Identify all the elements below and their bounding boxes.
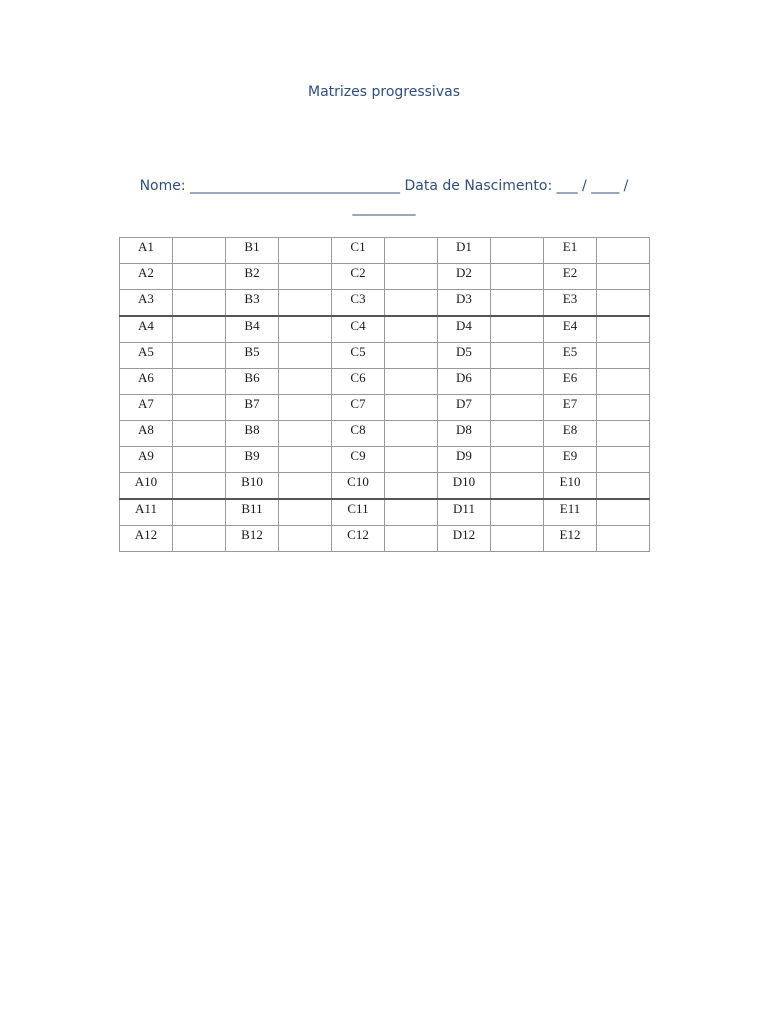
answer-cell[interactable]	[597, 290, 650, 317]
answer-cell[interactable]	[173, 499, 226, 526]
answer-cell[interactable]	[173, 526, 226, 552]
table-row	[120, 395, 650, 421]
name-blank[interactable]: ______________________________	[190, 178, 401, 194]
answer-cell[interactable]	[597, 526, 650, 552]
item-label: B4	[226, 316, 279, 343]
item-label: E3	[544, 290, 597, 317]
item-label: A4	[120, 316, 173, 343]
answer-cell[interactable]	[597, 395, 650, 421]
answer-cell[interactable]	[279, 343, 332, 369]
answer-cell[interactable]	[279, 316, 332, 343]
item-label: C8	[332, 421, 385, 447]
answer-cell[interactable]	[279, 290, 332, 317]
item-label: D6	[438, 369, 491, 395]
answer-cell[interactable]	[597, 369, 650, 395]
answer-cell[interactable]	[173, 473, 226, 500]
answer-cell[interactable]	[385, 526, 438, 552]
item-label: C11	[332, 499, 385, 526]
answer-cell[interactable]	[279, 264, 332, 290]
item-label: E11	[544, 499, 597, 526]
item-label: B12	[226, 526, 279, 552]
answer-grid	[119, 237, 650, 552]
answer-cell[interactable]	[491, 473, 544, 500]
answer-cell[interactable]	[385, 316, 438, 343]
item-label: C9	[332, 447, 385, 473]
item-label: C6	[332, 369, 385, 395]
answer-cell[interactable]	[491, 316, 544, 343]
item-label: C2	[332, 264, 385, 290]
item-label: A1	[120, 238, 173, 264]
item-label: A9	[120, 447, 173, 473]
answer-cell[interactable]	[279, 395, 332, 421]
answer-cell[interactable]	[173, 395, 226, 421]
answer-cell[interactable]	[173, 369, 226, 395]
item-label: E7	[544, 395, 597, 421]
answer-cell[interactable]	[385, 447, 438, 473]
table-row	[120, 316, 650, 343]
answer-cell[interactable]	[385, 421, 438, 447]
table-row	[120, 264, 650, 290]
answer-cell[interactable]	[385, 238, 438, 264]
answer-cell[interactable]	[491, 264, 544, 290]
item-label: D8	[438, 421, 491, 447]
answer-cell[interactable]	[597, 499, 650, 526]
answer-cell[interactable]	[597, 238, 650, 264]
answer-cell[interactable]	[173, 238, 226, 264]
answer-cell[interactable]	[597, 421, 650, 447]
page-title: Matrizes progressivas	[308, 84, 460, 100]
item-label: D10	[438, 473, 491, 500]
item-label: D1	[438, 238, 491, 264]
item-label: B5	[226, 343, 279, 369]
table-row	[120, 290, 650, 317]
item-label: B1	[226, 238, 279, 264]
answer-cell[interactable]	[279, 473, 332, 500]
item-label: B9	[226, 447, 279, 473]
answer-cell[interactable]	[279, 526, 332, 552]
answer-cell[interactable]	[385, 499, 438, 526]
item-label: C4	[332, 316, 385, 343]
item-label: A8	[120, 421, 173, 447]
answer-cell[interactable]	[491, 395, 544, 421]
item-label: D9	[438, 447, 491, 473]
answer-cell[interactable]	[279, 421, 332, 447]
answer-cell[interactable]	[597, 343, 650, 369]
table-row	[120, 526, 650, 552]
item-label: D11	[438, 499, 491, 526]
item-label: D4	[438, 316, 491, 343]
answer-cell[interactable]	[597, 447, 650, 473]
item-label: A6	[120, 369, 173, 395]
table-row	[120, 473, 650, 500]
table-row	[120, 421, 650, 447]
table-row	[120, 238, 650, 264]
item-label: C1	[332, 238, 385, 264]
item-label: C5	[332, 343, 385, 369]
item-label: C10	[332, 473, 385, 500]
birth-date-blank[interactable]: ___ / ____ / _________	[352, 178, 629, 216]
answer-cell[interactable]	[491, 343, 544, 369]
item-label: D7	[438, 395, 491, 421]
table-row	[120, 369, 650, 395]
item-label: E10	[544, 473, 597, 500]
table-row	[120, 447, 650, 473]
answer-cell[interactable]	[173, 343, 226, 369]
item-label: B3	[226, 290, 279, 317]
answer-cell[interactable]	[597, 316, 650, 343]
answer-cell[interactable]	[279, 238, 332, 264]
answer-cell[interactable]	[279, 447, 332, 473]
item-label: B6	[226, 369, 279, 395]
item-label: E5	[544, 343, 597, 369]
item-label: E8	[544, 421, 597, 447]
answer-cell[interactable]	[279, 369, 332, 395]
item-label: E4	[544, 316, 597, 343]
answer-cell[interactable]	[385, 369, 438, 395]
answer-cell[interactable]	[491, 369, 544, 395]
item-label: A3	[120, 290, 173, 317]
table-row	[120, 499, 650, 526]
answer-cell[interactable]	[491, 526, 544, 552]
answer-cell[interactable]	[385, 264, 438, 290]
answer-cell[interactable]	[173, 290, 226, 317]
answer-cell[interactable]	[173, 447, 226, 473]
answer-cell[interactable]	[491, 238, 544, 264]
item-label: A12	[120, 526, 173, 552]
answer-cell[interactable]	[491, 447, 544, 473]
item-label: C12	[332, 526, 385, 552]
item-label: E9	[544, 447, 597, 473]
item-label: A2	[120, 264, 173, 290]
item-label: A11	[120, 499, 173, 526]
item-label: A10	[120, 473, 173, 500]
item-label: C3	[332, 290, 385, 317]
item-label: E1	[544, 238, 597, 264]
item-label: A5	[120, 343, 173, 369]
item-label: D12	[438, 526, 491, 552]
answer-cell[interactable]	[491, 290, 544, 317]
answer-cell[interactable]	[173, 264, 226, 290]
item-label: B2	[226, 264, 279, 290]
item-label: B8	[226, 421, 279, 447]
table-row	[120, 343, 650, 369]
answer-cell[interactable]	[597, 264, 650, 290]
answer-cell[interactable]	[385, 473, 438, 500]
name-label: Nome:	[139, 178, 186, 194]
answer-cell[interactable]	[385, 290, 438, 317]
answer-cell[interactable]	[491, 499, 544, 526]
answer-cell[interactable]	[491, 421, 544, 447]
item-label: E6	[544, 369, 597, 395]
answer-cell[interactable]	[385, 343, 438, 369]
item-label: C7	[332, 395, 385, 421]
respondent-info-line	[110, 175, 658, 219]
answer-cell[interactable]	[173, 316, 226, 343]
item-label: D2	[438, 264, 491, 290]
answer-cell[interactable]	[173, 421, 226, 447]
item-label: D3	[438, 290, 491, 317]
item-label: D5	[438, 343, 491, 369]
item-label: A7	[120, 395, 173, 421]
answer-grid-body	[120, 238, 650, 552]
answer-cell[interactable]	[279, 499, 332, 526]
item-label: E12	[544, 526, 597, 552]
answer-cell[interactable]	[385, 395, 438, 421]
item-label: B7	[226, 395, 279, 421]
item-label: B10	[226, 473, 279, 500]
answer-cell[interactable]	[597, 473, 650, 500]
birth-date-label: Data de Nascimento:	[404, 178, 553, 194]
item-label: E2	[544, 264, 597, 290]
item-label: B11	[226, 499, 279, 526]
